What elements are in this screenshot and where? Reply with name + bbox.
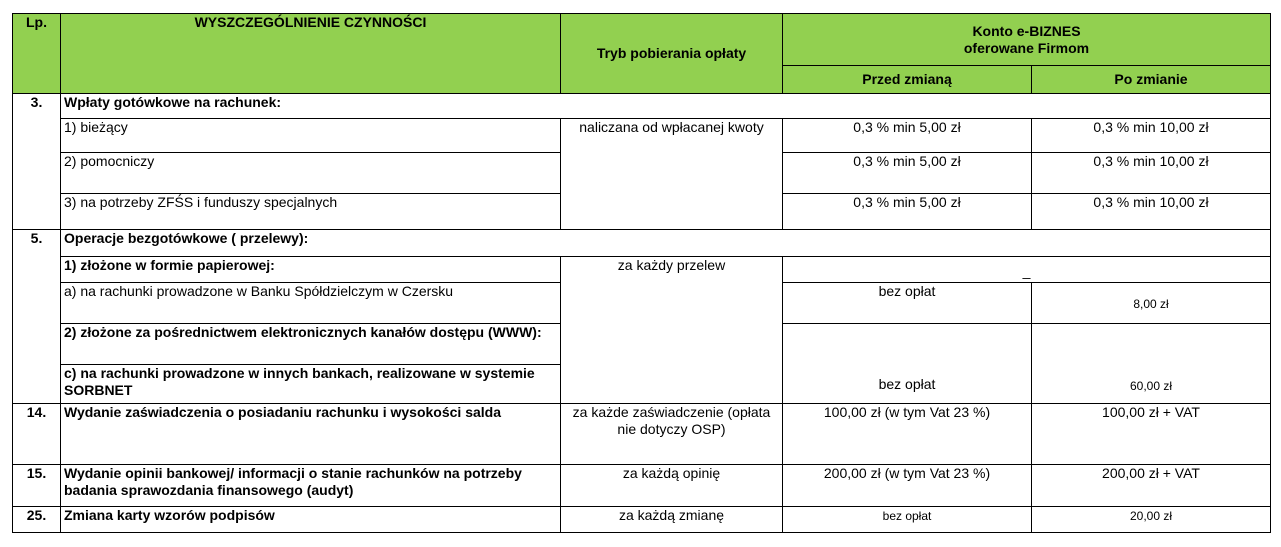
fee-before: 100,00 zł (w tym Vat 23 %) [783, 404, 1032, 465]
fee-mode: za każdą zmianę [561, 507, 783, 533]
table-row [13, 507, 1271, 533]
row-number: 25. [13, 507, 61, 533]
section-title: Wydanie opinii bankowej/ informacji o stanie rachunków na potrzeby badania sprawozdania finansowego (audyt) [61, 465, 561, 507]
fee-empty: _ [1022, 263, 1031, 279]
header-account-line1: Konto e-BIZNES [972, 22, 1081, 39]
fee-before: bez opłat [878, 375, 936, 392]
section-title: Operacje bezgotówkowe ( przelewy): [61, 230, 1271, 257]
fee-after: 0,3 % min 10,00 zł [1032, 119, 1271, 153]
fee-before: 0,3 % min 5,00 zł [783, 119, 1032, 153]
item-label: 1) bieżący [61, 119, 561, 153]
header-description: WYSZCZEGÓLNIENIE CZYNNOŚCI [61, 14, 561, 94]
section-title: Wydanie zaświadczenia o posiadaniu rachunku i wysokości salda [61, 404, 561, 465]
fee-before: 200,00 zł (w tym Vat 23 %) [783, 465, 1032, 507]
header-lp: Lp. [13, 14, 61, 94]
fee-after: 0,3 % min 10,00 zł [1032, 194, 1271, 230]
header-account-line2: oferowane Firmom [963, 39, 1090, 56]
table-row [13, 119, 1271, 153]
item-label: 2) złożone za pośrednictwem elektronicznych kanałów dostępu (WWW): [61, 324, 561, 365]
fee-mode: za każdą opinię [561, 465, 783, 507]
fee-after: 0,3 % min 10,00 zł [1032, 153, 1271, 194]
header-mode: Tryb pobierania opłaty [561, 14, 783, 94]
header-account [783, 14, 1271, 66]
fee-before: bez opłat [783, 283, 1032, 324]
table-row [13, 465, 1271, 507]
item-label: 1) złożone w formie papierowej: [61, 257, 561, 283]
fee-mode: za każdy przelew [561, 257, 783, 404]
table-row [13, 404, 1271, 465]
fee-before: bez opłat [882, 509, 932, 523]
fee-before: 0,3 % min 5,00 zł [783, 153, 1032, 194]
item-label: 3) na potrzeby ZFŚS i funduszy specjalnych [61, 194, 561, 230]
fee-after: 60,00 zł [1129, 378, 1173, 393]
header-before: Przed zmianą [783, 66, 1032, 94]
section-title: Wpłaty gotówkowe na rachunek: [61, 94, 1271, 119]
section-title: Zmiana karty wzorów podpisów [61, 507, 561, 533]
row-number: 3. [13, 94, 61, 119]
fee-after: 8,00 zł [1133, 297, 1169, 311]
fee-before: 0,3 % min 5,00 zł [783, 194, 1032, 230]
item-label: 2) pomocniczy [61, 153, 561, 194]
table-row [13, 230, 1271, 257]
item-label: a) na rachunki prowadzone w Banku Spółdzielczym w Czersku [61, 283, 561, 324]
fee-after: 200,00 zł + VAT [1032, 465, 1271, 507]
fee-mode: naliczana od wpłacanej kwoty [561, 119, 783, 230]
fee-after: 100,00 zł + VAT [1032, 404, 1271, 465]
table-row [13, 257, 1271, 283]
table-row [13, 94, 1271, 119]
fee-after: 20,00 zł [1129, 509, 1173, 523]
header-after: Po zmianie [1032, 66, 1271, 94]
row-number: 5. [13, 230, 61, 257]
row-number: 15. [13, 465, 61, 507]
row-number: 14. [13, 404, 61, 465]
fee-mode: za każde zaświadczenie (opłata nie dotyczy OSP) [561, 404, 783, 465]
item-label: c) na rachunki prowadzone w innych bankach, realizowane w systemie SORBNET [61, 365, 561, 404]
fee-table [12, 13, 1271, 533]
